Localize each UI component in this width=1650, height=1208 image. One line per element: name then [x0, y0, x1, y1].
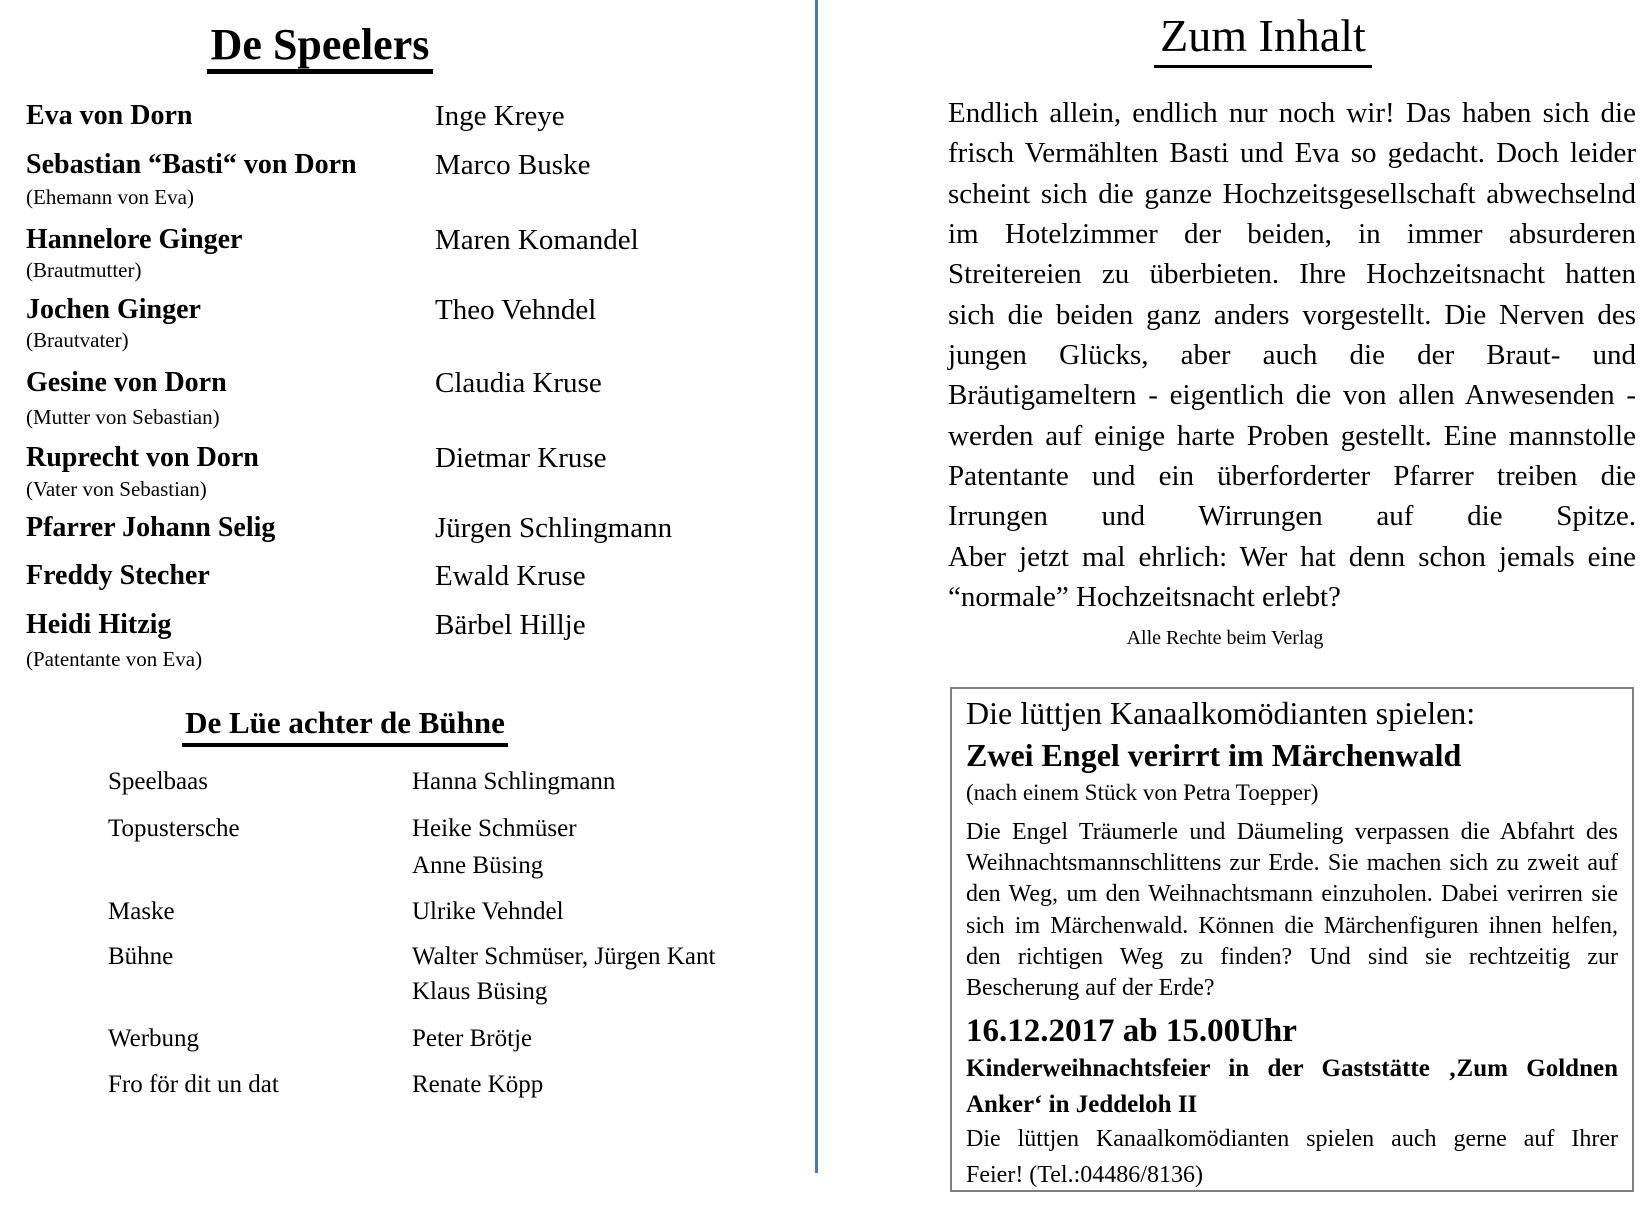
- synopsis-line: Aber jetzt mal ehrlich: Wer hat denn schon jemals eine: [948, 540, 1636, 573]
- box-outro: [966, 1121, 1618, 1193]
- actor-name: Bärbel Hillje: [435, 609, 586, 641]
- synopsis-line: frisch Vermählten Basti und Eva so gedacht. Doch leider: [948, 137, 1636, 170]
- crew-name: Klaus Büsing: [412, 978, 548, 1005]
- role-name: Ruprecht von Dorn: [26, 442, 259, 473]
- announcement-box: [950, 687, 1634, 1192]
- role-sub: (Mutter von Sebastian): [26, 405, 220, 429]
- cast-section-title: De Speelers: [207, 22, 434, 74]
- synopsis-line: scheint sich die ganze Hochzeitsgesellschaft abwechselnd: [948, 177, 1636, 210]
- synopsis-title: Zum Inhalt: [1154, 12, 1372, 68]
- actor-name: Theo Vehndel: [435, 294, 597, 326]
- event-venue: [966, 1051, 1618, 1123]
- play-desc-line: den Weg, um den Weihnachtsmann einzuholen. Dabei verirren sie: [966, 881, 1618, 908]
- crew-label: Werbung: [108, 1025, 200, 1052]
- crew-name: Ulrike Vehndel: [412, 898, 564, 925]
- actor-name: Maren Komandel: [435, 224, 639, 256]
- synopsis-line: Streitereien zu überbieten. Ihre Hochzeitsnacht hatten: [948, 258, 1636, 291]
- crew-label: Topustersche: [108, 815, 240, 842]
- crew-name: Renate Köpp: [412, 1071, 544, 1098]
- synopsis-paragraph: [948, 93, 1636, 617]
- role-name: Freddy Stecher: [26, 560, 210, 591]
- play-subtitle: (nach einem Stück von Petra Toepper): [966, 780, 1319, 805]
- actor-name: Marco Buske: [435, 149, 591, 181]
- actor-name: Ewald Kruse: [435, 560, 586, 592]
- synopsis-line: jungen Glücks, aber auch die der Braut- und: [948, 339, 1636, 372]
- synopsis-line: Irrungen und Wirrungen auf die Spitze.: [948, 500, 1636, 533]
- play-description: [966, 817, 1618, 1004]
- play-desc-line: Die Engel Träumerle und Däumeling verpassen die Abfahrt des: [966, 819, 1618, 845]
- event-datetime: 16.12.2017 ab 15.00Uhr: [966, 1013, 1297, 1049]
- box-intro: Die lüttjen Kanaalkomödianten spielen:: [966, 695, 1476, 731]
- crew-name: Heike Schmüser: [412, 815, 577, 842]
- cast-section-header: [0, 22, 640, 74]
- synopsis-header: [948, 12, 1578, 68]
- synopsis-line: sich die beiden ganz anders vorgestellt. Die Nerven des: [948, 298, 1636, 331]
- play-desc-line: den richtigen Weg zu finden? Und sind sie rechtzeitig zur: [966, 943, 1618, 970]
- crew-label: Fro för dit un dat: [108, 1071, 279, 1098]
- crew-name: Peter Brötje: [412, 1025, 533, 1052]
- synopsis-line: “normale” Hochzeitsnacht erlebt?: [948, 581, 1341, 614]
- box-outro-line: Feier! (Tel.:04486/8136): [966, 1162, 1203, 1188]
- synopsis-line: werden auf einige harte Proben gestellt. Eine mannstolle: [948, 419, 1636, 452]
- role-name: Jochen Ginger: [26, 294, 201, 325]
- actor-name: Inge Kreye: [435, 100, 565, 132]
- crew-label: Bühne: [108, 943, 174, 970]
- column-divider: [815, 0, 818, 1173]
- crew-section-header: [0, 707, 690, 747]
- synopsis-line: Endlich allein, endlich nur noch wir! Das haben sich die: [948, 97, 1636, 129]
- role-sub: (Ehemann von Eva): [26, 185, 194, 209]
- role-name: Pfarrer Johann Selig: [26, 512, 276, 543]
- crew-section-title: De Lüe achter de Bühne: [182, 707, 508, 747]
- crew-label: Maske: [108, 898, 175, 925]
- crew-label: Speelbaas: [108, 768, 208, 795]
- role-name: Eva von Dorn: [26, 100, 193, 131]
- crew-name: Walter Schmüser, Jürgen Kant: [412, 943, 716, 970]
- actor-name: Jürgen Schlingmann: [435, 512, 673, 544]
- event-venue-line: Anker‘ in Jeddeloh II: [966, 1091, 1198, 1118]
- synopsis-line: im Hotelzimmer der beiden, in immer absurderen: [948, 218, 1636, 251]
- crew-name: Hanna Schlingmann: [412, 768, 616, 795]
- synopsis-line: Patentante und ein überforderter Pfarrer treiben die: [948, 460, 1636, 493]
- play-desc-line: sich im Märchenwald. Können die Märchenfiguren ihnen helfen,: [966, 912, 1618, 939]
- actor-name: Dietmar Kruse: [435, 442, 607, 474]
- box-outro-line: Die lüttjen Kanaalkomödianten spielen auch gerne auf Ihrer: [966, 1126, 1618, 1152]
- role-sub: (Brautmutter): [26, 258, 142, 282]
- role-name: Gesine von Dorn: [26, 367, 227, 398]
- event-venue-line: Kinderweihnachtsfeier in der Gaststätte ‚Zum Goldnen: [966, 1055, 1618, 1082]
- synopsis-line: Bräutigameltern - eigentlich die von allen Anwesenden -: [948, 379, 1636, 412]
- rights-notice: Alle Rechte beim Verlag: [1126, 627, 1324, 649]
- role-name: Hannelore Ginger: [26, 224, 243, 255]
- play-desc-line: Weihnachtsmannschlittens zur Erde. Sie machen sich zu zweit auf: [966, 850, 1618, 877]
- role-sub: (Vater von Sebastian): [26, 477, 207, 501]
- role-name: Heidi Hitzig: [26, 609, 172, 640]
- role-name: Sebastian “Basti“ von Dorn: [26, 149, 357, 180]
- play-title: Zwei Engel verirrt im Märchenwald: [966, 737, 1462, 773]
- crew-name: Anne Büsing: [412, 852, 544, 879]
- play-desc-line: Bescherung auf der Erde?: [966, 974, 1215, 1001]
- actor-name: Claudia Kruse: [435, 367, 602, 399]
- role-sub: (Brautvater): [26, 328, 129, 352]
- role-sub: (Patentante von Eva): [26, 647, 203, 671]
